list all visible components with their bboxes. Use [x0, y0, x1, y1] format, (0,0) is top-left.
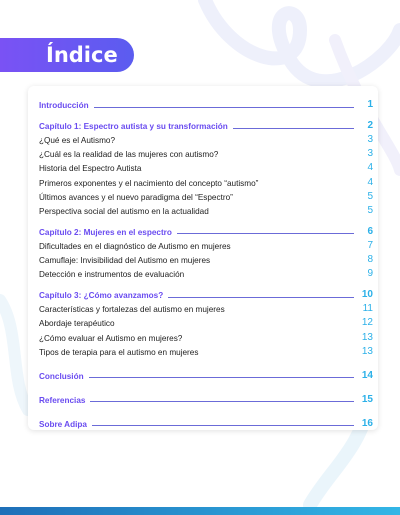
toc-item[interactable] [39, 314, 373, 328]
toc-label: Referencias [39, 395, 86, 405]
toc-label: Dificultades en el diagnóstico de Autismo en mujeres [39, 241, 231, 251]
toc-page-number: 5 [367, 204, 373, 216]
toc-leader-line [90, 401, 354, 402]
page-title: Índice [46, 43, 118, 67]
toc-item[interactable] [39, 173, 373, 187]
toc-item[interactable] [39, 188, 373, 202]
toc-page-number: 14 [361, 369, 373, 381]
toc-item[interactable] [39, 343, 373, 357]
toc-label: Historia del Espectro Autista [39, 164, 142, 174]
toc-leader-line [94, 107, 354, 108]
toc-page-number: 15 [361, 393, 373, 405]
toc-heading[interactable] [39, 391, 373, 405]
toc-page-number: 16 [361, 417, 373, 429]
toc-label: ¿Cómo evaluar el Autismo en mujeres? [39, 333, 183, 343]
toc-item[interactable] [39, 328, 373, 342]
toc-heading[interactable] [39, 286, 373, 300]
toc-heading[interactable] [39, 415, 373, 429]
toc-item[interactable] [39, 202, 373, 216]
toc-page-number: 10 [361, 289, 373, 301]
toc-label: ¿Qué es el Autismo? [39, 136, 115, 146]
toc-item[interactable] [39, 145, 373, 159]
toc-page-number: 7 [367, 239, 373, 251]
toc-item[interactable] [39, 300, 373, 314]
toc-label: Conclusión [39, 371, 84, 381]
toc-leader-line [168, 297, 354, 298]
toc-page-number: 12 [361, 317, 373, 329]
toc-item[interactable] [39, 159, 373, 173]
bottom-bar [0, 507, 400, 515]
toc-label: Capítulo 2: Mujeres en el espectro [39, 227, 172, 237]
toc-page-number: 3 [367, 134, 373, 146]
toc-label: Características y fortalezas del autismo en mujeres [39, 305, 225, 315]
toc-page-number: 3 [367, 148, 373, 160]
toc-label: ¿Cuál es la realidad de las mujeres con autismo? [39, 150, 219, 160]
toc-heading[interactable] [39, 223, 373, 237]
toc-page-number: 13 [361, 345, 373, 357]
toc-page-number: 4 [367, 162, 373, 174]
toc-page-number: 1 [367, 99, 373, 111]
toc-page-number: 4 [367, 176, 373, 188]
toc-item[interactable] [39, 265, 373, 279]
toc-leader-line [92, 425, 354, 426]
toc-page-number: 11 [362, 303, 373, 315]
toc-leader-line [89, 377, 354, 378]
toc-card [28, 86, 378, 430]
toc-heading[interactable] [39, 96, 373, 110]
toc-heading[interactable] [39, 117, 373, 131]
toc-page-number: 13 [361, 331, 373, 343]
toc-item[interactable] [39, 251, 373, 265]
toc-heading[interactable] [39, 367, 373, 381]
toc-label: Capítulo 3: ¿Cómo avanzamos? [39, 291, 164, 301]
table-of-contents [39, 96, 373, 429]
toc-item[interactable] [39, 131, 373, 145]
toc-leader-line [177, 233, 354, 234]
toc-label: Tipos de terapia para el autismo en mujeres [39, 347, 199, 357]
toc-label: Primeros exponentes y el nacimiento del concepto “autismo” [39, 178, 259, 188]
toc-label: Camuflaje: Invisibilidad del Autismo en mujeres [39, 256, 211, 266]
toc-label: Últimos avances y el nuevo paradigma del “Espectro” [39, 192, 233, 202]
toc-page-number: 8 [367, 254, 373, 266]
toc-page-number: 5 [367, 190, 373, 202]
toc-label: Abordaje terapéutico [39, 319, 115, 329]
toc-label: Detección e instrumentos de evaluación [39, 270, 185, 280]
toc-label: Sobre Adipa [39, 419, 87, 429]
toc-label: Capítulo 1: Espectro autista y su transformación [39, 122, 228, 132]
toc-page-number: 6 [367, 225, 373, 237]
toc-item[interactable] [39, 237, 373, 251]
toc-label: Perspectiva social del autismo en la actualidad [39, 206, 209, 216]
toc-label: Introducción [39, 101, 89, 111]
toc-page-number: 2 [367, 120, 373, 132]
toc-page-number: 9 [367, 268, 373, 280]
toc-leader-line [233, 128, 354, 129]
